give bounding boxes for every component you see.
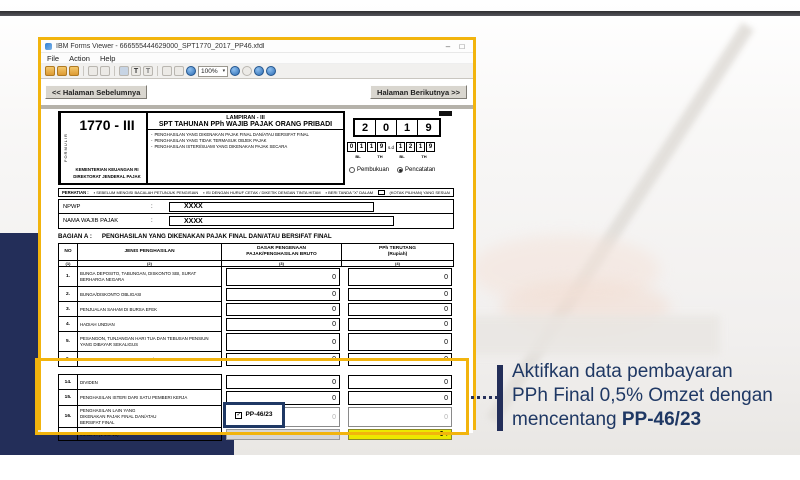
radio-selected-icon [397,167,403,173]
page-nav-row [41,79,473,105]
row-number: 15. [59,390,78,405]
radio-pencatatan[interactable] [397,167,435,173]
period-digit: 0 [347,142,356,152]
dpp-cell-disabled [226,429,340,440]
col-header-text: PAJAK/PENGHASILAN BRUTO [246,252,317,258]
ministry-line2: DIREKTORAT JENDERAL PAJAK [73,173,141,179]
col-header-jenis: JENIS PENGHASILAN [78,243,222,261]
checkbox-sample-icon [378,190,384,195]
row-number: 4. [59,317,78,331]
pp46-checkbox[interactable] [223,402,285,428]
form-header [58,111,454,185]
spt-form [58,111,454,441]
period-digit: 9 [377,142,386,152]
info-icon[interactable] [266,66,276,76]
npwp-input[interactable]: XXXX [169,202,374,212]
row-label: DIVIDEN [80,379,98,385]
chevron-down-icon: ▾ [445,431,448,438]
col-header-pph [342,243,454,261]
globe-icon[interactable] [254,66,264,76]
dpp-input[interactable]: 0 [226,318,340,331]
annotation-line-prefix: mencentang [512,409,622,430]
col-number: (3) [222,261,342,267]
dpp-input[interactable]: 0 [226,391,340,405]
row-label-wrap [78,406,273,427]
col-header-text: (Rupiah) [387,252,408,258]
table-row [58,267,454,287]
period-label: BL [399,154,405,159]
dpp-input[interactable]: 0 [226,303,340,316]
table-row [58,374,454,390]
row-label: JUMLAH (1 s.d. 16) [80,431,119,437]
total-pph-cell[interactable] [348,429,452,440]
toolbar [41,64,473,79]
row-number: 3. [59,302,78,316]
table-row [58,302,454,317]
dpp-input[interactable]: 0 [226,288,340,301]
radio-label: Pembukuan [357,167,390,173]
perhatian-label: PERHATIAN : [62,190,89,195]
col-number: (4) [342,261,454,267]
tax-year-digits [353,118,441,137]
period-label: TH [377,154,383,159]
chevron-down-icon: ▾ [222,68,226,74]
help-icon[interactable] [242,66,252,76]
period-digit: 2 [406,142,415,152]
bagian-a-label: BAGIAN A : [58,233,92,240]
save-all-icon[interactable] [69,66,79,76]
period-label: TH [421,154,427,159]
table-row-total [58,428,454,441]
table-row-pp46 [58,406,454,428]
pph-input[interactable]: 0 [348,391,452,405]
table-row [58,287,454,302]
radio-label: Pencatatan [405,167,436,173]
dpp-input-disabled: 0 [226,407,340,427]
period-digit: 1 [357,142,366,152]
next-page-button[interactable]: Halaman Berikutnya >> [370,85,467,99]
radio-icon [349,167,355,173]
col-number: (2) [78,261,222,267]
open-icon[interactable] [45,66,55,76]
form-code: 1770 - III [79,117,135,133]
row-label: BUNGA DEPOSITO, TABUNGAN, DISKONTO SBI, SURAT BERHARGA NEGARA [80,271,197,282]
total-value: 0 [439,431,444,439]
row-label: HONORARIUM ATAS BEBAN APBN / APBD [80,356,167,362]
form-title: SPT TAHUNAN PPh WAJIB PAJAK ORANG PRIBADI [158,121,333,128]
table-row [58,352,454,367]
nama-input[interactable]: XXXX [169,216,394,226]
zoom-out-icon[interactable] [186,66,196,76]
nama-row [58,214,454,229]
pph-input[interactable]: 0 [348,268,452,286]
row-number: 17. [59,428,78,440]
signature-icon[interactable] [162,66,172,76]
perhatian-item: ▪ BERI TANDA "X" DALAM [326,190,373,195]
form-code-box [58,111,148,185]
dpp-input[interactable]: 0 [226,333,340,351]
minimize-button[interactable]: – [445,41,451,51]
period-digit: 1 [416,142,425,152]
pph-input[interactable]: 0 [348,333,452,351]
npwp-label: NPWP [63,203,81,210]
menu-file[interactable]: File [47,53,60,63]
row-label: PENGHASILAN LAIN YANG DIKENAKAN PAJAK FINAL DAN/ATAU BERSIFAT FINAL [80,408,157,425]
year-digit: 9 [425,121,432,134]
row-number: 2. [59,287,78,301]
text-format-icon[interactable]: T [143,66,153,76]
bagian-a-title: PENGHASILAN YANG DIKENAKAN PAJAK FINAL DAN/ATAU BERSIFAT FINAL [101,233,332,240]
row-label: BUNGA/DISKONTO OBLIGASI [80,291,142,297]
period-digit: 1 [396,142,405,152]
year-digit: 1 [397,120,418,135]
period-digit: 1 [367,142,376,152]
form-bullet: - PENGHASILAN YANG TIDAK TERMASUK OBJEK PAJAK [151,138,340,144]
bookkeeping-radio-group [349,167,435,173]
col-header-text: DASAR PENGENAAN [256,246,307,251]
lampiran-label: LAMPIRAN - III [226,115,265,121]
annotation-line: PPh Final 0,5% Omzet dengan [512,385,773,406]
zoom-in-icon[interactable] [230,66,240,76]
tax-year-box [345,111,454,185]
menu-bar [41,53,473,64]
print-icon[interactable] [88,66,98,76]
grid-icon[interactable] [119,66,129,76]
pph-input[interactable]: 0 [348,375,452,389]
colon: : [151,203,153,210]
form-bullet: - PENGHASILAN YANG DIKENAKAN PAJAK FINAL DAN/ATAU BERSIFAT FINAL [151,132,340,138]
ministry-line1: KEMENTERIAN KEUANGAN RI [75,167,139,173]
pph-input-disabled: 0 [348,407,452,427]
npwp-row [58,199,454,214]
pph-input[interactable]: 0 [348,318,452,331]
laptop-screen-edge [0,11,800,16]
navy-left-bar [0,233,38,455]
zoom-select[interactable] [198,66,228,77]
colon: : [151,218,153,224]
radio-pembukuan[interactable] [349,167,389,173]
title-bar [41,40,473,53]
form-area [41,109,473,439]
period-digit: 9 [426,142,435,152]
table-row [58,332,454,352]
dpp-input[interactable]: 0 [226,375,340,389]
nama-label: NAMA WAJIB PAJAK [63,218,119,224]
row-number: 16. [59,406,78,427]
perhatian-item: ▪ ISI DENGAN HURUF CETAK / DIKETIK DENGAN TINTA HITAM [203,190,320,195]
menu-action[interactable]: Action [69,53,90,63]
checkbox-checked-icon: ✓ [236,412,242,419]
maximize-button[interactable]: □ [459,41,465,51]
annotation-line: Aktifkan data pembayaran [512,361,733,382]
table-row [58,317,454,332]
row-label: PENGHASILAN ISTERI DARI SATU PEMBERI KERJA [80,395,188,400]
zoom-value: 100% [201,67,218,75]
app-icon [45,43,52,50]
year-digit: 2 [355,120,376,135]
keyboard-shape [460,315,720,355]
row-number: 5. [59,332,78,351]
dotted-connector [471,396,498,399]
col-number: (1) [58,261,78,267]
image-icon[interactable] [174,66,184,76]
period-label: BL [355,154,361,159]
toolbar-separator [114,66,115,76]
formulir-vertical-label: FORMULIR [60,113,68,183]
dpp-input[interactable]: 0 [226,353,340,366]
col-header-dpp [222,243,342,261]
toolbar-separator [157,66,158,76]
year-digit: 0 [376,120,397,135]
pph-input[interactable]: 0 [348,288,452,301]
annotation-pp46-bold: PP-46/23 [621,409,702,430]
row-label: PESANGON, TUNJANGAN HARI TUA DAN TEBUSAN PENSIUN YANG DIBAYAR SEKALIGUS [80,336,209,347]
period-separator: s.d [388,144,395,150]
corner-mark [439,111,452,116]
perhatian-item: (KOTAK PILIHAN) YANG SESUAI [389,190,450,195]
col-header-no: NO [58,243,78,261]
pph-input[interactable]: 0 [348,303,452,316]
menu-help[interactable]: Help [99,53,116,63]
row-number: 14. [59,375,78,389]
row-number: 1. [59,267,78,286]
toolbar-separator [83,66,84,76]
perhatian-item: ▪ SEBELUM MENGISI BACALAH PETUNJUK PENGISIAN [94,190,199,195]
col-header-text: PPh TERUTANG [379,246,416,251]
period-labels [347,154,447,159]
ibm-forms-viewer-window [38,37,476,439]
prev-page-button[interactable]: << Halaman Sebelumnya [45,85,147,99]
pph-input[interactable]: 0 [348,353,452,366]
print-preview-icon[interactable] [100,66,110,76]
bagian-a-heading [58,233,454,240]
form-bullet: - PENGHASILAN ISTERI/SUAMI YANG DIKENAKAN PAJAK SECARA [151,144,340,150]
save-icon[interactable] [57,66,67,76]
pp46-label: PP-46/23 [245,411,273,419]
row-label: PENJUALAN SAHAM DI BURSA EFEK [80,306,158,312]
tax-period [347,142,435,152]
table-header [58,243,454,261]
form-title-box [148,111,345,185]
row-label: HADIAH UNDIAN [80,321,115,327]
window-title: IBM Forms Viewer - 666555444629000_SPT1770_2017_PP46.xfdl [56,42,265,50]
annotation-text [512,360,797,432]
dpp-input[interactable]: 0 [226,268,340,286]
row-number: 6. [59,352,78,366]
text-icon[interactable]: T [131,66,141,76]
perhatian-note [58,188,454,197]
annotation-line [512,408,797,432]
